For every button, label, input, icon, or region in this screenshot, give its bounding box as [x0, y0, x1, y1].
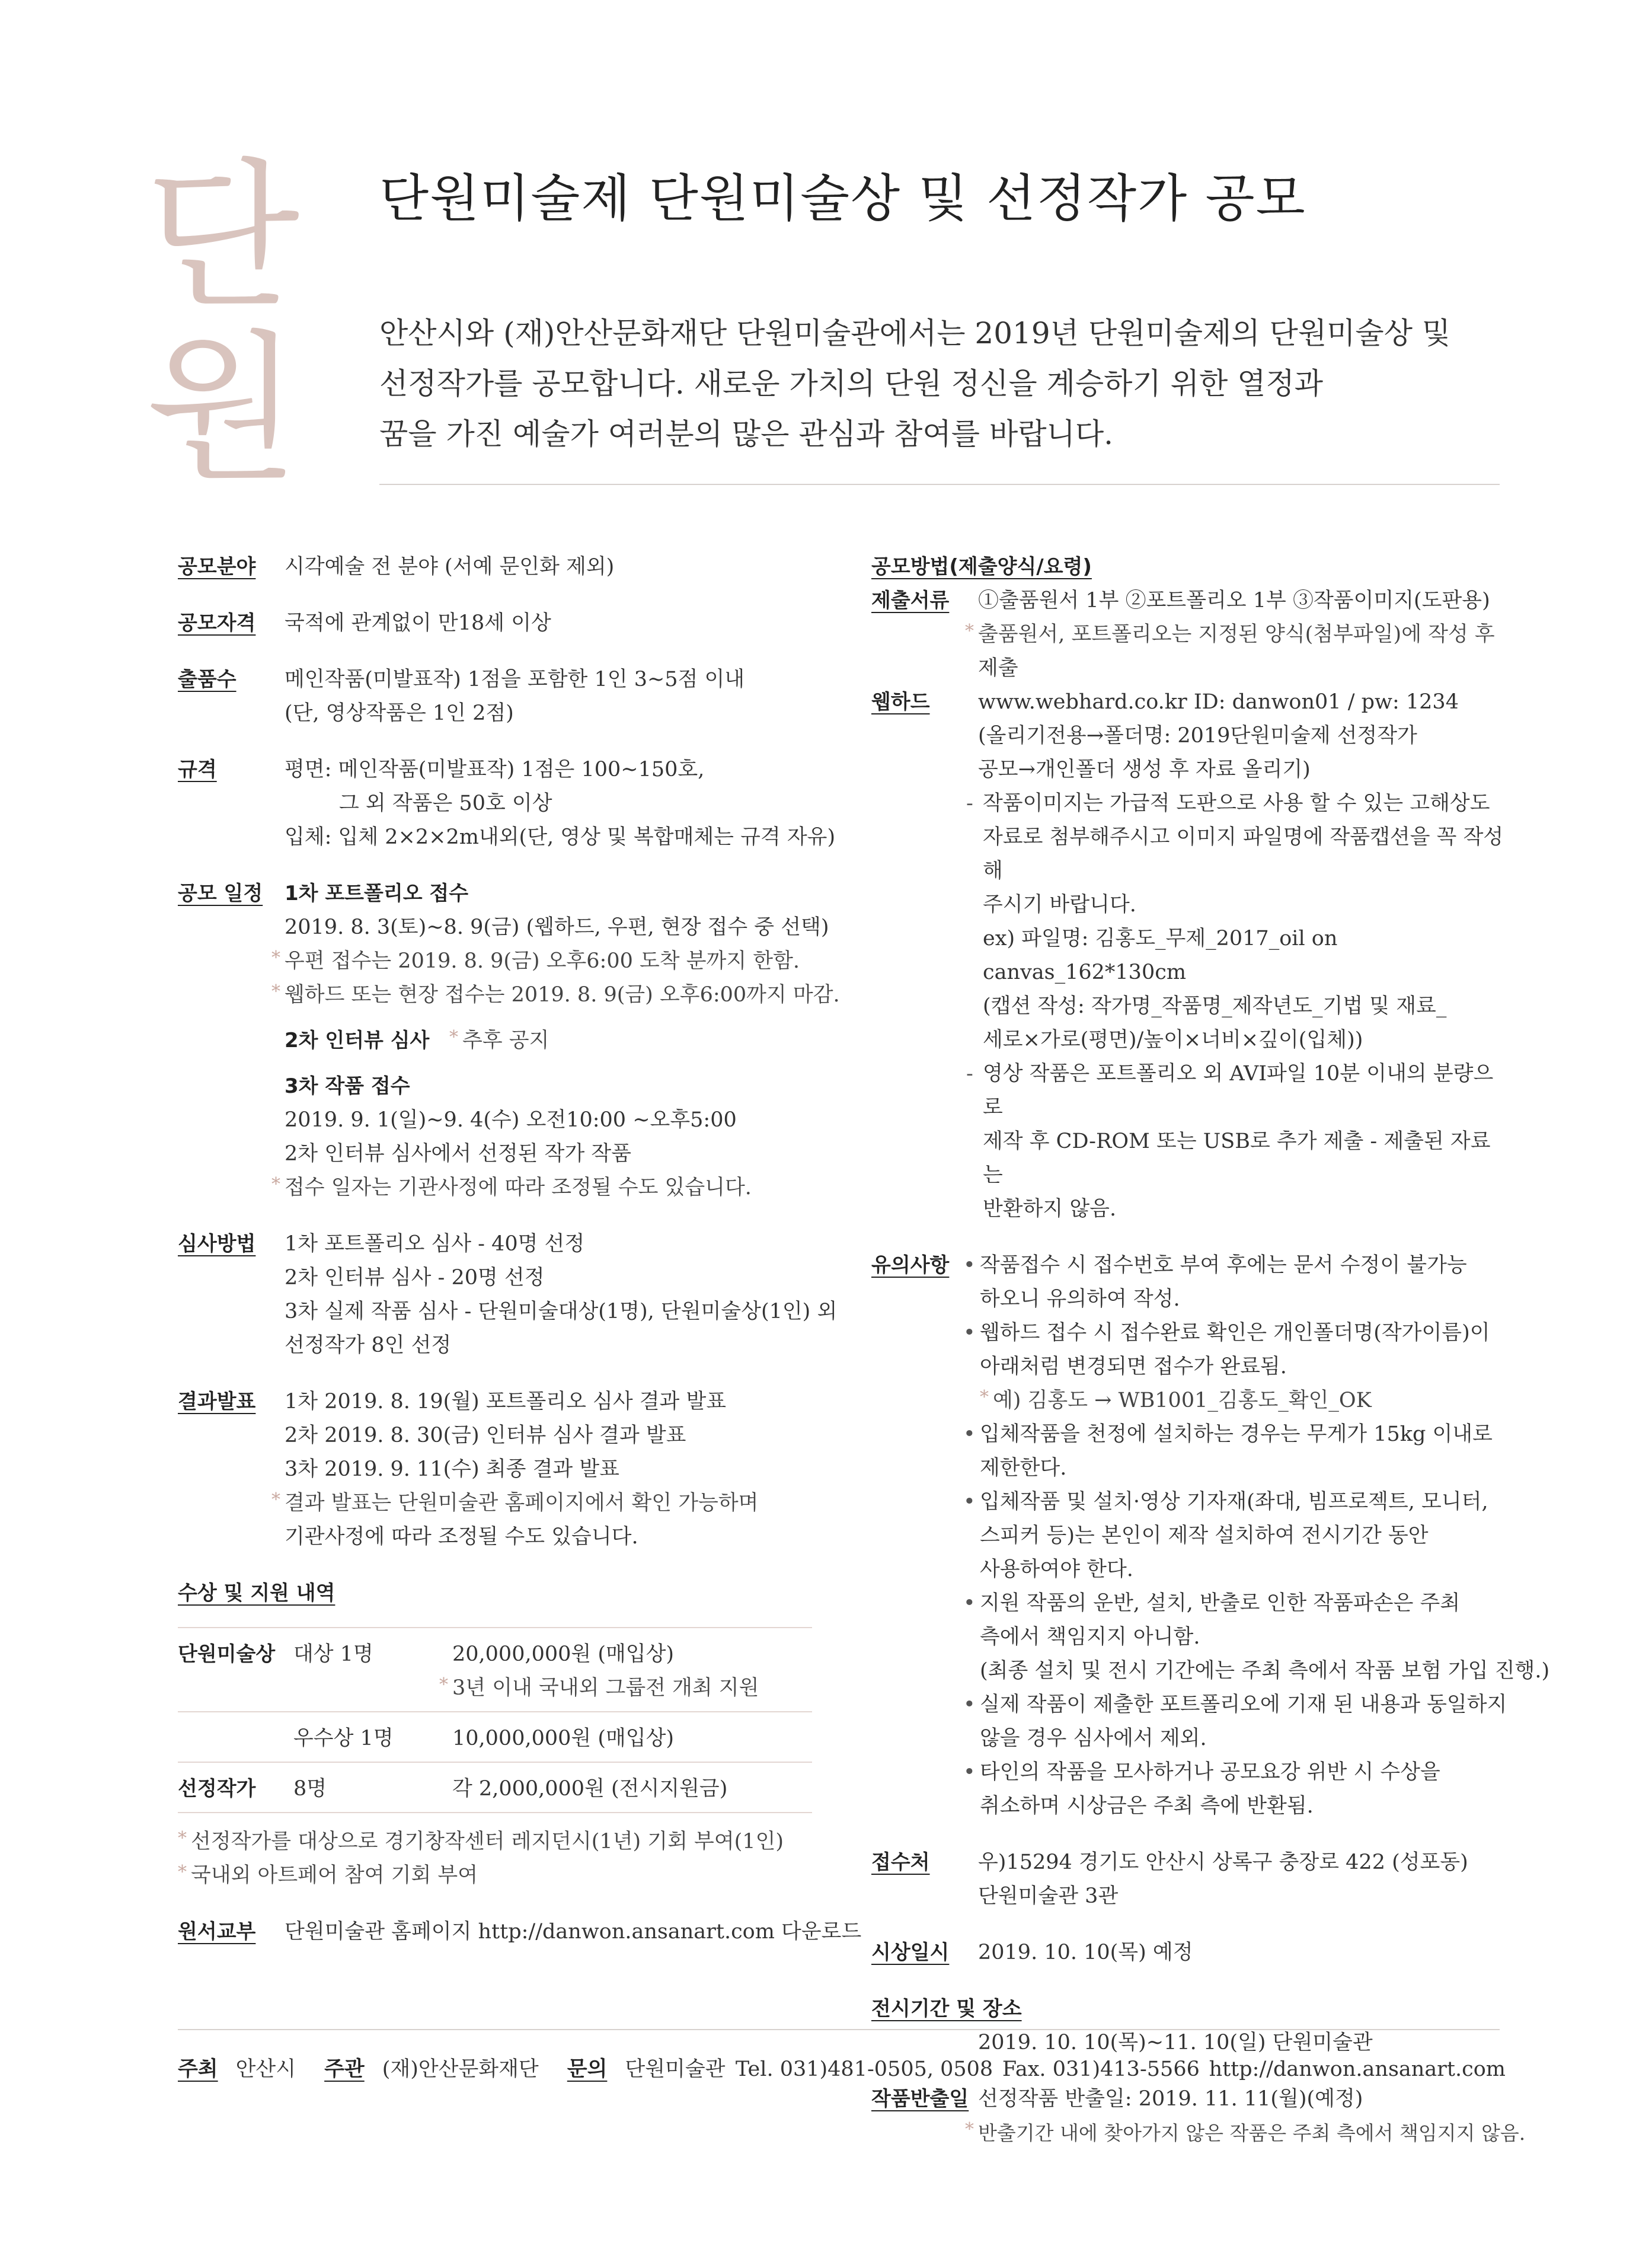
section-label: 공모자격 — [178, 611, 256, 635]
award-amount: 각 2,000,000원 (전시지원금) — [452, 1777, 728, 1801]
section-label: 유의사항 — [871, 1253, 950, 1277]
note-line: (최종 설치 및 전시 기간에는 주최 측에서 작품 보험 가입 진행.) — [980, 1659, 1550, 1683]
awards-note: * 국내외 아트페어 참여 기회 부여 — [178, 1859, 842, 1893]
note-item — [963, 1249, 1549, 1316]
footer-host: 안산시 — [235, 2057, 296, 2081]
stage-title: 1차 포트폴리오 접수 — [285, 882, 469, 905]
section-value: 선정작가 8인 선정 — [285, 1333, 452, 1357]
dash-line: 자료로 첨부해주시고 이미지 파일명에 작품캡션을 꼭 작성해 — [983, 825, 1504, 883]
section-docs — [871, 584, 1506, 685]
award-tier: 우수상 1명 — [293, 1727, 394, 1750]
footer-organizer-label: 주관 — [324, 2057, 365, 2081]
stage-date: 2019. 9. 1(일)~9. 4(수) 오전10:00 ~오후5:00 — [285, 1108, 737, 1132]
award-category: 선정작가 — [178, 1777, 256, 1801]
note-item — [963, 1587, 1549, 1688]
note-line: • 타인의 작품을 모사하거나 공모요강 위반 시 수상을 — [980, 1760, 1440, 1784]
note-line: 않을 경우 심사에서 제외. — [980, 1727, 1207, 1750]
note-line: 스피커 등)는 본인이 제작 설치하여 전시기간 동안 — [980, 1524, 1429, 1548]
note-item — [963, 1688, 1549, 1756]
left-column — [178, 550, 862, 1949]
section-note: * 출품원서, 포트폴리오는 지정된 양식(첨부파일)에 작성 후 — [978, 618, 1506, 652]
footer-fax: Fax. 031)413-5566 — [1002, 2057, 1200, 2081]
decorative-calligraphy — [133, 143, 311, 502]
table-row — [178, 1712, 812, 1762]
table-row — [178, 1763, 812, 1812]
section-webhard — [871, 685, 1506, 787]
section-label: 제출서류 — [871, 589, 950, 612]
webhard-dash-item — [966, 1057, 1506, 1226]
footer — [178, 2053, 1506, 2082]
section-notes — [871, 1249, 1550, 1823]
section-entries — [178, 663, 842, 730]
section-venue — [871, 1846, 1506, 1913]
section-label: 출품수 — [178, 668, 237, 691]
section-value: www.webhard.co.kr ID: danwon01 / pw: 1234 — [978, 690, 1459, 714]
footer-website-link[interactable]: http://danwon.ansanart.com — [1209, 2057, 1506, 2081]
page-title: 단원미술제 단원미술상 및 선정작가 공모 — [379, 169, 1306, 228]
note-example: * 예) 김홍도 → WB1001_김홍도_확인_OK — [993, 1384, 1549, 1418]
stage-note: * 우편 접수는 2019. 8. 9(금) 오후6:00 도착 분까지 한함. — [285, 945, 842, 978]
note-line: 사용하여야 한다. — [980, 1558, 1133, 1581]
awards-note: * 선정작가를 대상으로 경기창작센터 레지던시(1년) 기회 부여(1인) — [178, 1825, 842, 1859]
section-label: 원서교부 — [178, 1920, 256, 1944]
note-item — [963, 1316, 1549, 1418]
dash-line: 세로×가로(평면)/높이×너비×깊이(입체)) — [983, 1028, 1363, 1052]
section-field — [178, 550, 842, 584]
note-item — [963, 1418, 1549, 1485]
stage-line: 2차 인터뷰 심사에서 선정된 작가 작품 — [285, 1142, 632, 1166]
intro-line: 꿈을 가진 예술가 여러분의 많은 관심과 참여를 바랍니다. — [379, 417, 1114, 451]
section-value: 국적에 관계없이 만18세 이상 — [285, 611, 551, 635]
section-note: 기관사정에 따라 조정될 수도 있습니다. — [285, 1525, 638, 1549]
bottom-divider — [178, 2029, 1500, 2030]
section-label: 전시기간 및 장소 — [871, 1997, 1022, 2021]
section-value: 공모→개인폴더 생성 후 자료 올리기) — [978, 758, 1311, 781]
dash-line: (캡션 작성: 작가명_작품명_제작년도_기법 및 재료_ — [983, 994, 1447, 1018]
awards-title: 수상 및 지원 내역 — [178, 1581, 335, 1605]
note-line: 제한한다. — [980, 1456, 1067, 1480]
section-value: 그 외 작품은 50호 이상 — [339, 792, 552, 815]
section-value: 단원미술관 3관 — [978, 1884, 1119, 1908]
dash-line: 제작 후 CD-ROM 또는 USB로 추가 제출 - 제출된 자료는 — [983, 1130, 1491, 1187]
award-category — [178, 1722, 293, 1756]
note-line: • 입체작품 및 설치·영상 기자재(좌대, 빔프로젝트, 모니터, — [980, 1490, 1488, 1514]
dash-line: - 영상 작품은 포트폴리오 외 AVI파일 10분 이내의 분량으로 — [983, 1062, 1494, 1119]
note-line: 아래처럼 변경되면 접수가 완료됨. — [980, 1355, 1287, 1379]
section-value: 우)15294 경기도 안산시 상록구 충장로 422 (성포동) — [978, 1851, 1468, 1874]
section-size — [178, 753, 842, 854]
dash-line: - 작품이미지는 가급적 도판으로 사용 할 수 있는 고해상도 — [983, 792, 1490, 815]
footer-contact: 단원미술관 — [625, 2057, 726, 2081]
note-line: • 입체작품을 천정에 설치하는 경우는 무게가 15kg 이내로 — [980, 1422, 1493, 1446]
section-results — [178, 1385, 842, 1554]
section-value: 2차 2019. 8. 30(금) 인터뷰 심사 결과 발표 — [285, 1424, 686, 1447]
section-label: 공모 일정 — [178, 882, 263, 905]
award-amount: 10,000,000원 (매입상) — [452, 1727, 675, 1750]
section-label: 웹하드 — [871, 690, 930, 714]
note-line: • 작품접수 시 접수번호 부여 후에는 문서 수정이 불가능 — [980, 1253, 1467, 1277]
section-label: 작품반출일 — [871, 2087, 969, 2111]
section-value: 1차 2019. 8. 19(월) 포트폴리오 심사 결과 발표 — [285, 1390, 727, 1414]
stage-date: 2019. 8. 3(토)~8. 9(금) (웹하드, 우편, 현장 접수 중 선택) — [285, 915, 829, 939]
table-row — [178, 1628, 812, 1711]
section-value: 시각예술 전 분야 (서예 문인화 제외) — [285, 555, 615, 579]
method-title: 공모방법(제출양식/요령) — [871, 555, 1092, 579]
note-line: 하오니 유의하여 작성. — [980, 1287, 1180, 1311]
section-value: 평면: 메인작품(미발표작) 1점은 100~150호, — [285, 758, 705, 781]
dash-line: 주시기 바랍니다. — [983, 893, 1136, 917]
award-amount: 20,000,000원 (매입상) — [452, 1642, 675, 1666]
right-column — [871, 550, 1550, 2150]
section-value: 메인작품(미발표작) 1점을 포함한 1인 3~5점 이내 — [285, 668, 745, 691]
section-note: * 반출기간 내에 찾아가지 않은 작품은 주최 측에서 책임지지 않음. — [978, 2116, 1525, 2150]
section-value: 단원미술관 홈페이지 http://danwon.ansanart.com 다운로드 — [285, 1920, 862, 1944]
section-value: 2차 인터뷰 심사 - 20명 선정 — [285, 1266, 545, 1290]
section-note: 제출 — [978, 656, 1018, 680]
section-value: 2019. 10. 10(목)~11. 10(일) 단원미술관 — [978, 2031, 1373, 2054]
award-category: 단원미술상 — [178, 1642, 276, 1666]
stage-note: * 웹하드 또는 현장 접수는 2019. 8. 9(금) 오후6:00까지 마감. — [285, 978, 842, 1012]
section-forms — [178, 1915, 862, 1949]
note-line: • 지원 작품의 운반, 설치, 반출로 인한 작품파손은 주최 — [980, 1591, 1461, 1615]
note-line: • 웹하드 접수 시 접수완료 확인은 개인폴더명(작가이름)이 — [980, 1321, 1490, 1345]
section-value: 선정작품 반출일: 2019. 11. 11(월)(예정) — [978, 2087, 1363, 2111]
section-label: 규격 — [178, 758, 217, 781]
section-label: 결과발표 — [178, 1390, 256, 1414]
section-label: 공모분야 — [178, 555, 256, 579]
section-ceremony — [871, 1936, 1506, 1970]
section-value: 2019. 10. 10(목) 예정 — [978, 1941, 1193, 1964]
footer-tel: Tel. 031)481-0505, 0508 — [735, 2057, 993, 2081]
section-value: 3차 실제 작품 심사 - 단원미술대상(1명), 단원미술상(1인) 외 — [285, 1300, 838, 1323]
note-item — [963, 1485, 1549, 1587]
stage-title: 2차 인터뷰 심사 — [285, 1029, 430, 1052]
section-eligibility — [178, 607, 842, 640]
note-line: 취소하며 시상금은 주최 측에 반환됨. — [980, 1794, 1314, 1818]
note-item — [963, 1756, 1549, 1823]
stage-note: * 추후 공지 — [462, 1029, 549, 1052]
section-note: * 결과 발표는 단원미술관 홈페이지에서 확인 가능하며 — [285, 1486, 842, 1520]
intro-line: 안산시와 (재)안산문화재단 단원미술관에서는 2019년 단원미술제의 단원미술상 및 — [379, 316, 1451, 350]
section-schedule — [178, 877, 842, 1205]
section-return — [871, 2082, 1526, 2150]
deco-char-dan: 단 — [145, 143, 300, 330]
note-line: • 실제 작품이 제출한 포트폴리오에 기재 된 내용과 동일하지 — [980, 1693, 1507, 1717]
note-line: 측에서 책임지지 아니함. — [980, 1625, 1200, 1649]
award-tier: 대상 1명 — [293, 1642, 373, 1666]
section-review — [178, 1227, 842, 1363]
top-divider — [379, 484, 1500, 485]
stage-title: 3차 작품 접수 — [285, 1074, 410, 1098]
awards-table — [178, 1627, 812, 1813]
dash-line: 반환하지 않음. — [983, 1197, 1117, 1221]
award-note: * 3년 이내 국내외 그룹전 개최 지원 — [452, 1671, 812, 1705]
section-value: ①출품원서 1부 ②포트폴리오 1부 ③작품이미지(도판용) — [978, 589, 1490, 612]
dash-line: ex) 파일명: 김홍도_무제_2017_oil on canvas_162*130cm — [983, 927, 1338, 984]
section-value: 입체: 입체 2×2×2m내외(단, 영상 및 복합매체는 규격 자유) — [285, 825, 836, 849]
footer-organizer: (재)안산문화재단 — [382, 2057, 539, 2081]
section-value: 3차 2019. 9. 11(수) 최종 결과 발표 — [285, 1457, 619, 1481]
footer-contact-label: 문의 — [567, 2057, 608, 2081]
award-tier: 8명 — [293, 1777, 327, 1801]
section-value: 1차 포트폴리오 심사 - 40명 선정 — [285, 1232, 585, 1256]
deco-char-won: 원 — [145, 315, 300, 502]
intro-paragraph — [379, 308, 1506, 460]
stage-note: * 접수 일자는 기관사정에 따라 조정될 수도 있습니다. — [285, 1171, 842, 1205]
section-label: 시상일시 — [871, 1941, 950, 1964]
section-label: 접수처 — [871, 1851, 930, 1874]
section-value: (단, 영상작품은 1인 2점) — [285, 701, 514, 725]
intro-line: 선정작가를 공모합니다. 새로운 가치의 단원 정신을 계승하기 위한 열정과 — [379, 366, 1324, 401]
webhard-dash-item — [966, 787, 1506, 1057]
footer-host-label: 주최 — [178, 2057, 218, 2081]
section-label: 심사방법 — [178, 1232, 256, 1256]
section-value: (올리기전용→폴더명: 2019단원미술제 선정작가 — [978, 724, 1417, 748]
